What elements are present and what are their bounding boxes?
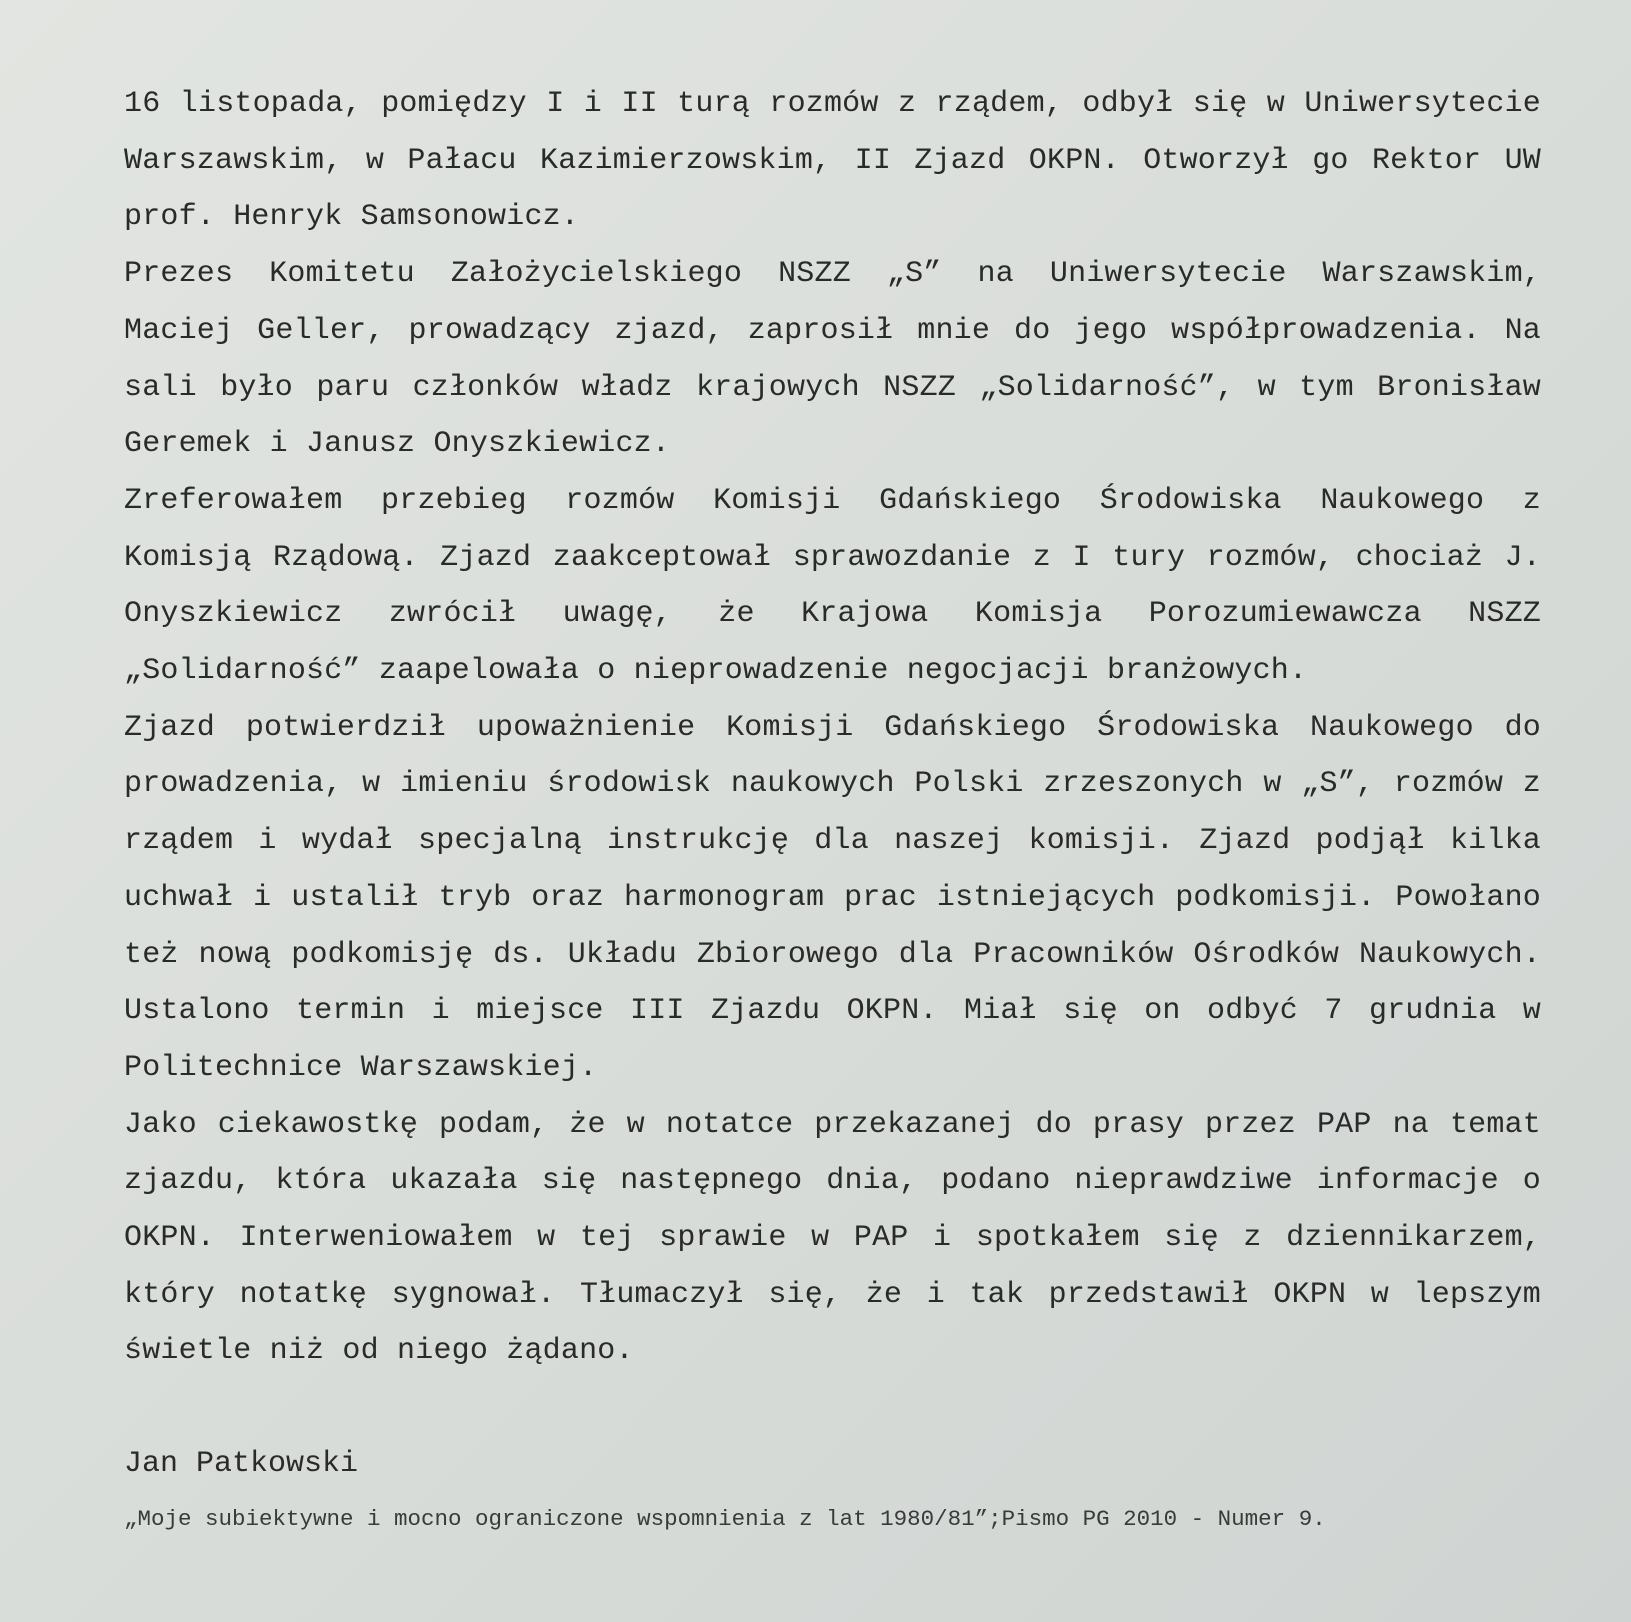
- paragraph-5: Jako ciekawostkę podam, że w notatce przekazanej do prasy przez PAP na temat zjazdu, która ukazała się następnego dnia, podano nieprawdziwe informacje o OKPN. Interweniowałem w tej sprawie w PAP i spotkałem się z dziennikarzem, który notatkę sygnował. Tłumaczył się, że i tak przedstawił OKPN w lepszym świetle niż od niego żądano.: [124, 1107, 1541, 1369]
- paragraph-1: 16 listopada, pomiędzy I i II turą rozmów z rządem, odbył się w Uniwersytecie Warszawskim, w Pałacu Kazimierzowskim, II Zjazd OKPN. Otworzył go Rektor UW prof. Henryk Samsonowicz.: [124, 87, 1541, 235]
- source-citation: „Moje subiektywne i mocno ograniczone wspomnienia z lat 1980/81”;Pismo PG 2010 - Numer 9.: [124, 1505, 1326, 1532]
- article-body: [124, 76, 1541, 1380]
- paragraph-3: Zreferowałem przebieg rozmów Komisji Gdańskiego Środowiska Naukowego z Komisją Rządową. Zjazd zaakceptował sprawozdanie z I tury rozmów, chociaż J. Onyszkiewicz zwrócił uwagę, że Krajowa Komisja Porozumiewawcza NSZZ „Solidarność” zaapelowała o nieprowadzenie negocjacji branżowych.: [124, 483, 1541, 689]
- paragraph-4: Zjazd potwierdził upoważnienie Komisji Gdańskiego Środowiska Naukowego do prowadzenia, w imieniu środowisk naukowych Polski zrzeszonych w „S”, rozmów z rządem i wydał specjalną instrukcję dla naszej komisji. Zjazd podjął kilka uchwał i ustalił tryb oraz harmonogram prac istniejących podkomisji. Powołano też nową podkomisję ds. Układu Zbiorowego dla Pracowników Ośrodków Naukowych. Ustalono termin i miejsce III Zjazdu OKPN. Miał się on odbyć 7 grudnia w Politechnice Warszawskiej.: [124, 710, 1541, 1085]
- paragraph-2: Prezes Komitetu Założycielskiego NSZZ „S” na Uniwersytecie Warszawskim, Maciej Geller, prowadzący zjazd, zaprosił mnie do jego współprowadzenia. Na sali było paru członków władz krajowych NSZZ „Solidarność”, w tym Bronisław Geremek i Janusz Onyszkiewicz.: [124, 257, 1541, 462]
- author-signature: Jan Patkowski: [124, 1447, 359, 1482]
